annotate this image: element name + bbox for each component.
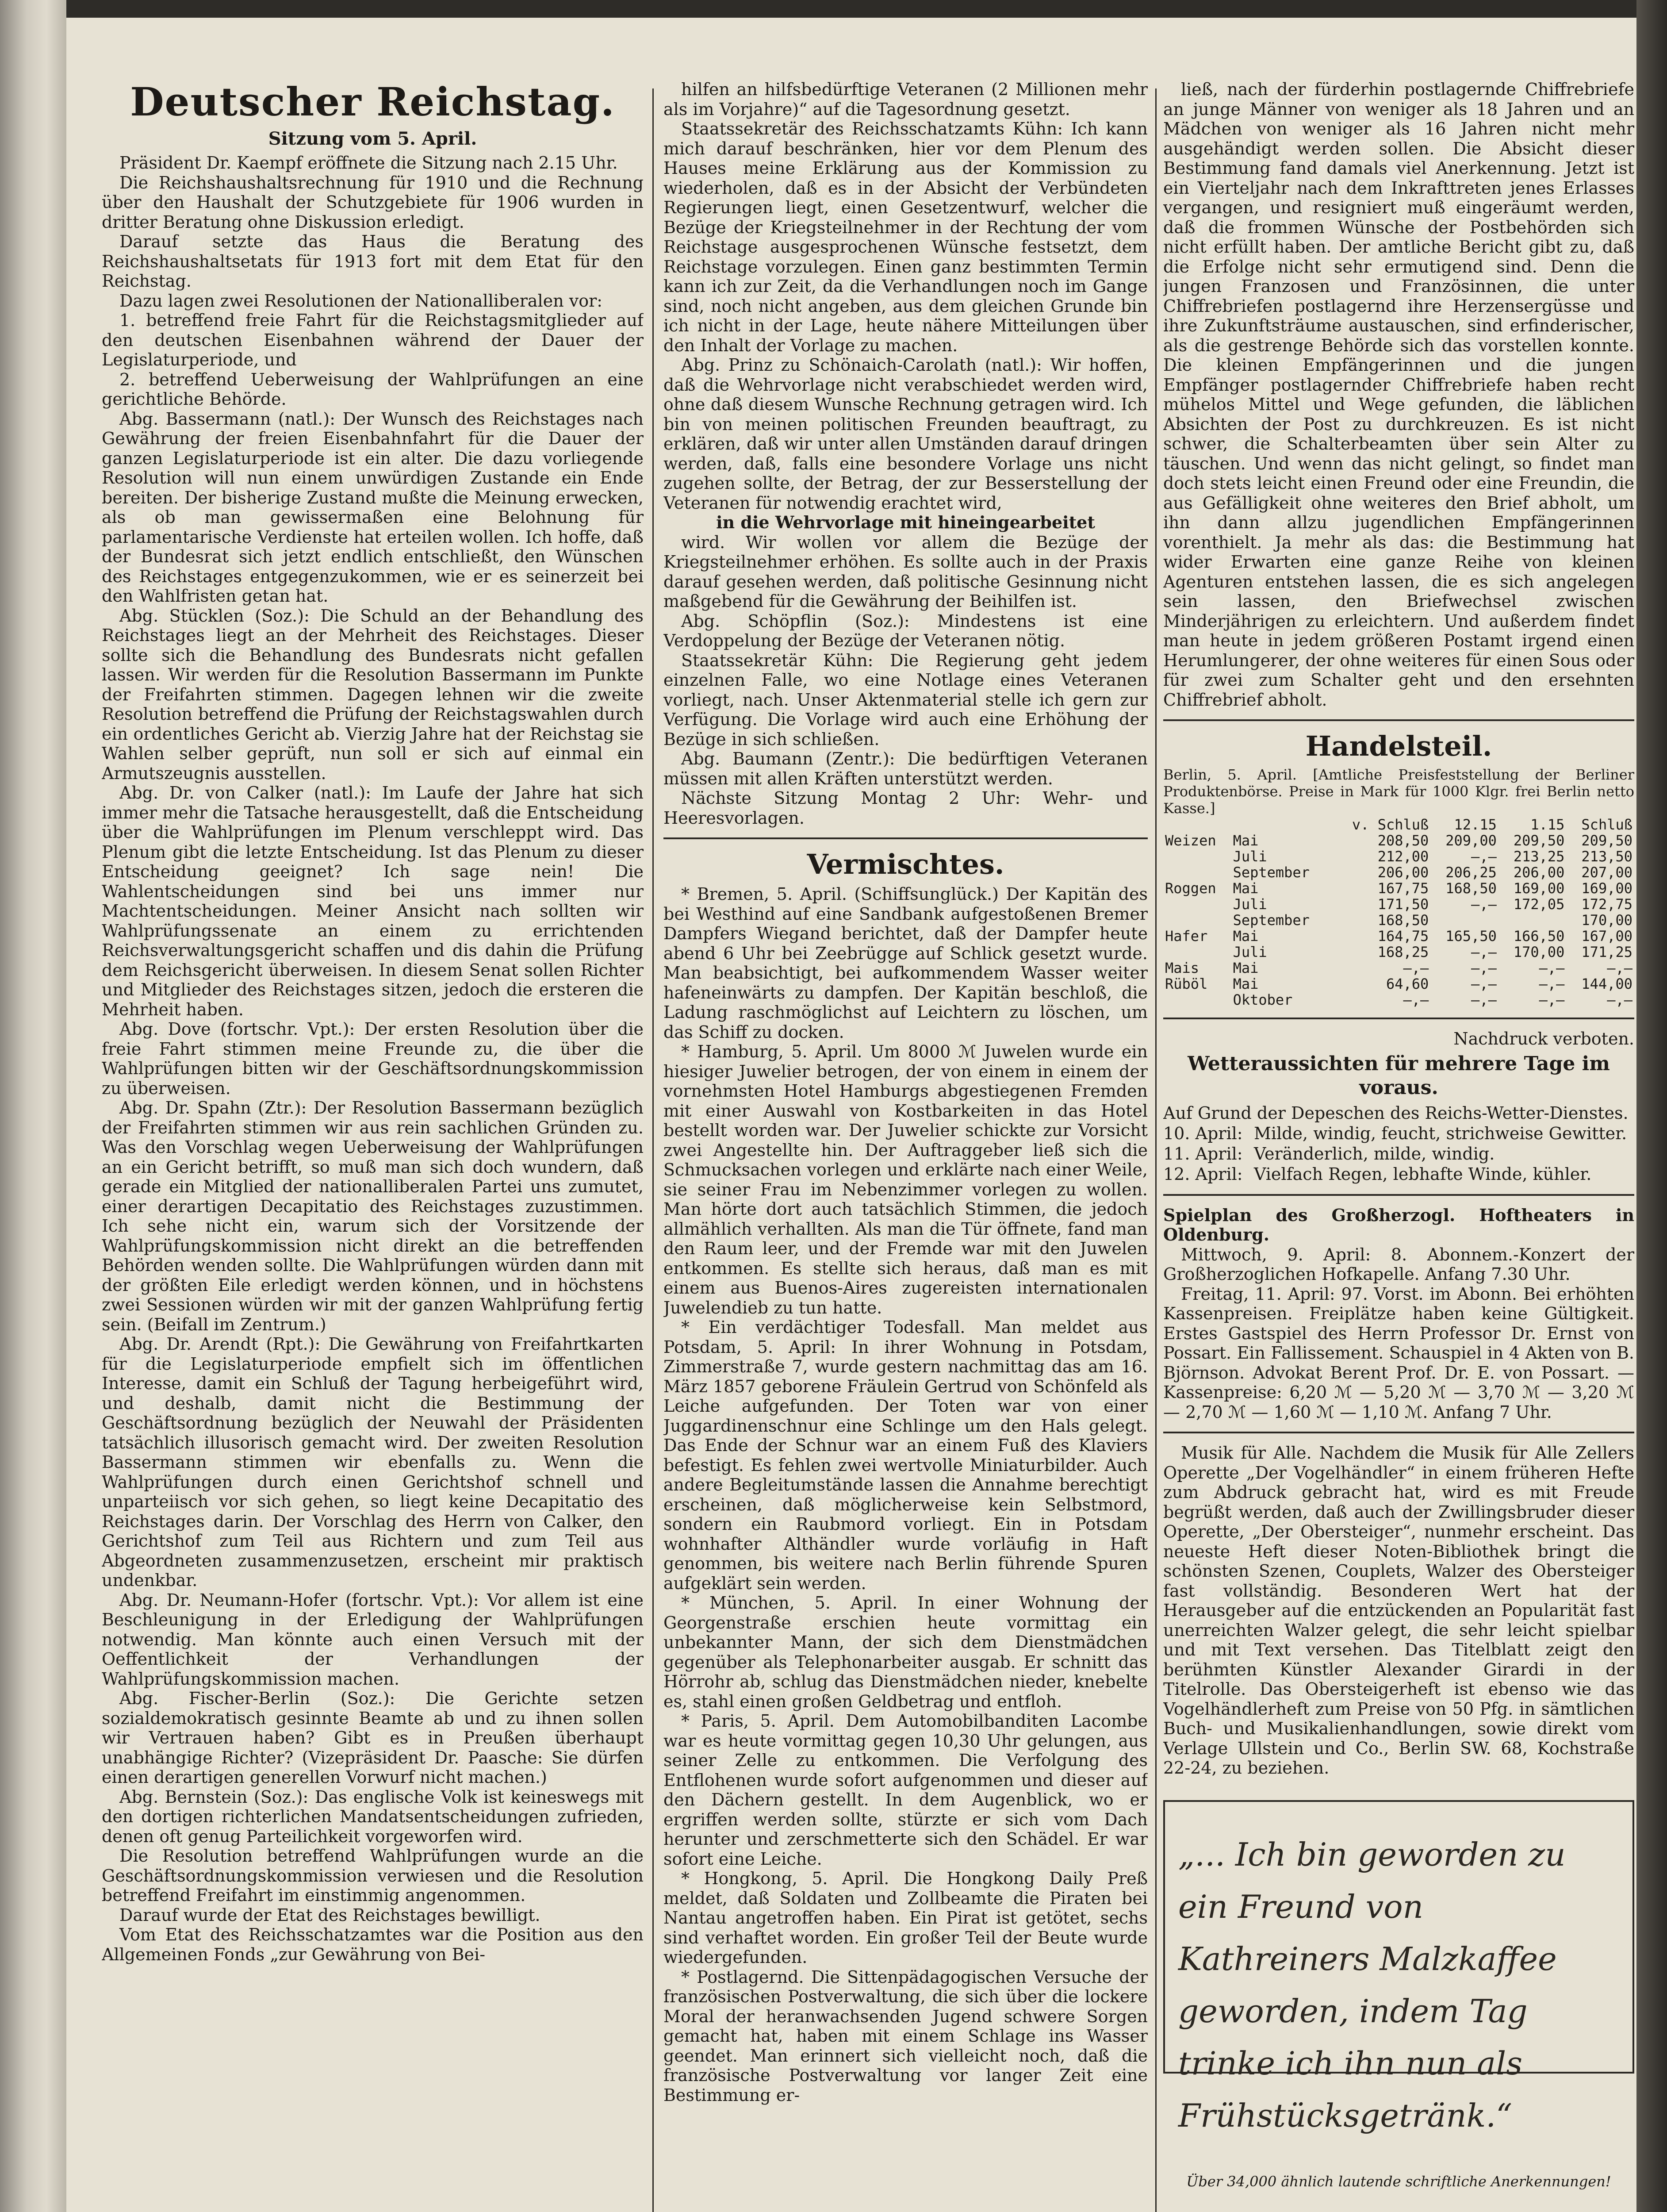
paragraph: Nächste Sitzung Montag 2 Uhr: Wehr- und Heeresvorlagen. [663,788,1148,828]
column-middle [663,80,1148,2212]
price-cell: —,— [1607,960,1633,976]
price-row [1163,960,1634,976]
price-column-header: 12.15 [1454,816,1497,833]
forecast-date: 11. April: [1163,1144,1243,1164]
delivery-month: Mai [1233,832,1259,849]
ad-footnote: Über 34,000 ähnlich lautende schriftliche Anerkennungen! [1186,2173,1611,2190]
news-item: * Paris, 5. April. Dem Automobilbanditen Lacombe war es heute vormittag gegen 10,30 Uhr gelungen, aus seiner Zelle zu entkommen. Die Verfolgung des Entflohenen wurde sofort aufgenommen und dieser auf den Dächern gestellt. In dem Augenblick, wo er ergriffen werden sollte, stürzte er sich vom Dach herunter und zerschmetterte sich den Schädel. Er war sofort eine Leiche. [663,1711,1148,1869]
news-item: * Hongkong, 5. April. Die Hongkong Daily Preß meldet, daß Soldaten und Zollbeamte die Piraten bei Nantau angetroffen haben. Ein Pirat ist getötet, sechs sind verhaftet worden. Ein großer Teil der Beute wurde wiedergefunden. [663,1869,1148,1967]
delivery-month: Mai [1233,880,1259,897]
handwritten-testimonial: „... Ich bin geworden zu ein Freund von Kathreiners Malzkaffee geworden, indem Tag trinke ich ihn nun als Frühstücksgetränk.“ [1178,1836,1566,2134]
price-table [1163,817,1634,1008]
price-column-header: v. Schluß [1352,816,1429,833]
section-title: Deutscher Reichstag. [130,80,615,125]
price-cell: —,— [1471,896,1497,913]
price-row [1163,833,1634,849]
price-cell: 164,75 [1377,928,1429,945]
advertisement [1163,1800,1634,2190]
binding-shadow [1636,0,1667,2212]
divider [1163,1194,1634,1196]
paragraph: Abg. Dove (fortschr. Vpt.): Der ersten Resolution über die freie Fahrt stimmen meine Freunde zu, die über die Wahlprüfungen bitten wir der Geschäftsordnungskommission zu überweisen. [102,1019,644,1098]
paragraph: Abg. Bernstein (Soz.): Das englische Volk ist keineswegs mit den dortigen richterlichen Mandatsentscheidungen zufrieden, denen oft genug Parteilichkeit vorgeworfen wird. [102,1787,644,1846]
delivery-month: Juli [1233,944,1267,960]
price-cell: —,— [1471,975,1497,992]
weather-row [1163,1144,1634,1164]
price-cell: 206,00 [1377,864,1429,881]
price-row [1163,880,1634,896]
price-cell: 165,50 [1445,928,1497,945]
delivery-month: Oktober [1233,991,1293,1008]
article-body [1163,80,1634,710]
price-cell: 209,50 [1513,832,1565,849]
section-title: Handelsteil. [1305,730,1492,762]
commodity-name [1163,896,1231,912]
price-row [1163,928,1634,944]
news-item: * Ein verdächtiger Todesfall. Man meldet aus Potsdam, 5. April: In ihrer Wohnung in Potsdam, Zimmerstraße 7, wurde gestern nachmittag das am 16. März 1857 geborene Fräulein Gertrud von Schönfeld als Leiche aufgefunden. Der Toten war von einer Juggardinenschnur eine Schlinge um den Hals gelegt. Das Ende der Schnur war an einem Fuß des Klaviers befestigt. Es fehlen zwei wertvolle Miniaturbilder. Auch andere Begleitumstände lassen die Annahme berechtigt erscheinen, daß möglicherweise kein Selbstmord, sondern ein Raubmord vorliegt. Ein in Potsdam wohnhafter Althändler wurde vorläufig in Haft genommen, bis weitere nach Berlin führende Spuren aufgeklärt sein werden. [663,1317,1148,1593]
commodity-name: Mais [1165,960,1199,976]
delivery-month: Juli [1233,848,1267,865]
forecast-text: Vielfach Regen, lebhafte Winde, kühler. [1254,1164,1592,1184]
emphasis-line: in die Wehrvorlage mit hineingearbeitet [716,512,1095,532]
price-cell: —,— [1471,848,1497,865]
price-cell: 64,60 [1386,975,1429,992]
paragraph: Darauf wurde der Etat des Reichstages bewilligt. [119,1905,540,1925]
price-cell: 172,75 [1581,896,1633,913]
price-cell [1430,912,1498,928]
price-row [1163,912,1634,928]
price-column-header: Schluß [1581,816,1633,833]
weather-row [1163,1164,1634,1184]
price-cell: —,— [1471,960,1497,976]
price-cell: 171,50 [1377,896,1429,913]
commodity-name: Roggen [1165,880,1216,897]
delivery-month: Mai [1233,960,1259,976]
paragraph: Abg. Dr. Neumann-Hofer (fortschr. Vpt.): Vor allem ist eine Beschleunigung in der Erledigung der Wahlprüfungen notwendig. Man könnte auch einen Versuch mit der Oeffentlichkeit der Verhandlungen der Wahlprüfungskommission machen. [102,1590,644,1689]
column-reichstag [102,80,644,2212]
column-rule [652,88,654,2212]
weather-row [1163,1123,1634,1144]
paragraph: Abg. Bassermann (natl.): Der Wunsch des Reichstages nach Gewährung der freien Eisenbahnfahrt für die Dauer der ganzen Legislaturperiode ist ein alter. Die dazu vorliegende Resolution will nun einem unwürdigen Zustande ein Ende bereiten. Der bisherige Zustand mußte die Meinung erwecken, als ob man gewissermaßen eine Belohnung für parlamentarische Verdienste hat erteilen wollen. Ich hoffe, daß der Bundesrat sich jetzt endlich entschließt, den Wünschen des Reichstages entgegenzukommen, wie er es seinerzeit bei den Wahlfristen getan hat. [102,409,644,606]
price-cell: 167,00 [1581,928,1633,945]
delivery-month: Juli [1233,896,1267,913]
price-cell: 169,00 [1513,880,1565,897]
trade-intro: Berlin, 5. April. [Amtliche Preisfeststellung der Berliner Produktenbörse. Preise in Mark für 1000 Klgr. frei Berlin netto Kasse.] [1163,766,1634,817]
price-row [1163,849,1634,864]
price-cell: 170,00 [1513,944,1565,960]
misc-news [663,884,1148,2105]
forecast-date: 10. April: [1163,1123,1243,1143]
price-row [1163,976,1634,992]
paragraph: Die Resolution betreffend Wahlprüfungen wurde an die Geschäftsordnungskommission verwiesen und die Resolution betreffend Freifahrt im einstimmig angenommen. [102,1846,644,1905]
news-item: * München, 5. April. In einer Wohnung der Georgenstraße erschien heute vormittag ein unbekannter Mann, der sich dem Dienstmädchen gegenüber als Telephonarbeiter ausgab. Er schnitt das Hörrohr ab, schlug das Dienstmädchen nieder, knebelte es, stahl einen großen Geldbetrag und entfloh. [663,1593,1148,1711]
paragraph: wird. Wir wollen vor allem die Bezüge der Kriegsteilnehmer erhöhen. Es sollte auch in der Praxis darauf gesehen werden, daß politische Gesinnung nicht maßgebend für die Gewährung der Beihilfen ist. [663,532,1148,611]
paragraph: Abg. Stücklen (Soz.): Die Schuld an der Behandlung des Reichstages liegt an der Mehrheit des Reichstages. Dieser sollte sich die Behandlung des Bundesrats nicht gefallen lassen. Wir werden für die Resolution Bassermann im Punkte der Freifahrten stimmen. Dagegen lehnen wir die zweite Resolution betreffend die Prüfung der Reichstagswahlen durch ein ordentliches Gericht ab. Vierzig Jahre hat der Reichstag sie Wahlen selber geprüft, nun soll er sich auf einmal ein Armutszeugnis ausstellen. [102,606,644,783]
paragraph: Darauf setzte das Haus die Beratung des Reichshaushaltsetats für 1913 fort mit dem Etat für den Reichstag. [102,232,644,291]
paragraph: Staatssekretär Kühn: Die Regierung geht jedem einzelnen Falle, wo eine Notlage eines Veteranen vorliegt, nach. Unser Aktenmaterial stelle ich gern zur Verfügung. Die Vorlage wird auch eine Erhöhung der Bezüge in sich schließen. [663,650,1148,749]
paragraph: Abg. Schöpflin (Soz.): Mindestens ist eine Verdoppelung der Bezüge der Veteranen nötig. [663,611,1148,650]
price-cell: —,— [1607,991,1633,1008]
commodity-name [1163,944,1231,960]
price-cell: 144,00 [1581,975,1633,992]
price-column-header: 1.15 [1530,816,1565,833]
column-rule [1155,88,1157,2212]
divider [1163,1018,1634,1019]
music-notice: Musik für Alle. Nachdem die Musik für Alle Zellers Operette „Der Vogelhändler“ in einem früheren Hefte zum Abdruck gebracht hat, wird es mit Freude begrüßt werden, daß auch der Zwillingsbruder dieser Operette, „Der Obersteiger“, nunmehr erscheint. Das neueste Heft dieser Noten-Bibliothek bringt die schönsten Szenen, Couplets, Walzer des Obersteiger fast vollständig. Besonderen Wert hat der Herausgeber auf die entzückenden an Popularität fast unerreichten Walzer gelegt, die sehr leicht spielbar und mit Text versehen. Das Titelblatt zeigt den berühmten Künstler Alexander Girardi in der Titelrolle. Das Obersteigerheft ist ebenso wie das Vogelhändlerheft zum Preise von 50 Pfg. in sämtlichen Buch- und Musikalienhandlungen, sowie direkt vom Verlage Ullstein und Co., Berlin SW. 68, Kochstraße 22-24, zu beziehen. [1163,1443,1634,1778]
price-cell: 171,25 [1581,944,1633,960]
theater-title: Spielplan des Großherzogl. Hoftheaters in Oldenburg. [1163,1205,1634,1244]
delivery-month: September [1233,864,1310,881]
weather-forecast [1163,1123,1634,1184]
commodity-name [1163,992,1231,1008]
paragraph: Dazu lagen zwei Resolutionen der Nationalliberalen vor: [119,291,603,311]
paragraph: Staatssekretär des Reichsschatzamts Kühn: Ich kann mich darauf beschränken, hier vor dem Plenum des Hauses meine Erklärung aus der Kommission zu wiederholen, daß es in der Absicht der Verbündeten Regierungen liegt, einen Gesetzentwurf, welcher die Bezüge der Kriegsteilnehmer in der Rechtung der vom Reichstage ausgesprochenen Wünsche festsetzt, dem Reichstage vorzulegen. Einen ganz bestimmten Termin kann ich zur Zeit, da die Verhandlungen noch im Gange sind, noch nicht angeben, aus dem gleichen Grunde bin ich nicht in der Lage, heute nähere Mitteilungen über den Inhalt der Vorlage zu machen. [663,119,1148,355]
theater-entry: Mittwoch, 9. April: 8. Abonnem.-Konzert der Großherzoglichen Hofkapelle. Anfang 7.30 Uhr. [1163,1244,1634,1284]
theater-entry: Freitag, 11. April: 97. Vorst. im Abonn. Bei erhöhten Kassenpreisen. Freiplätze haben keine Gültigkeit. Erstes Gastspiel des Herrn Professor Dr. Ernst von Possart. Ein Fallissement. Schauspiel in 4 Akten von B. Björnson. Advokat Berent Prof. Dr. E. von Possart. — Kassenpreise: 6,20 ℳ — 5,20 ℳ — 3,70 ℳ — 3,20 ℳ — 2,70 ℳ — 1,60 ℳ — 1,10 ℳ. Anfang 7 Uhr. [1163,1284,1634,1422]
commodity-name [1163,864,1231,880]
news-item: * Hamburg, 5. April. Um 8000 ℳ Juwelen wurde ein hiesiger Juwelier betrogen, der von einem in einem der vornehmsten Hotel Hamburgs abgestiegenen Fremden mit einer Auswahl von Kostbarkeiten in das Hotel bestellt worden war. Der Juwelier schickte zur Vorsicht zwei Angestellte hin. Der Auftraggeber ließ sich die Schmucksachen vorlegen und erklärte nach einer Weile, sie seiner Frau im Nebenzimmer vorlegen zu wollen. Man hörte dort auch tatsächlich Stimmen, die jedoch allmählich verhallten. Als man die Tür öffnete, fand man den Raum leer, und der Fremde war mit den Juwelen entkommen. Es stellte sich heraus, daß man es mit einem aus Buenos-Aires zugereisten internationalen Juwelendieb zu tun hatte. [663,1042,1148,1317]
divider [1163,1432,1634,1433]
forecast-text: Veränderlich, milde, windig. [1254,1144,1495,1164]
price-column-header [1231,817,1331,833]
price-row [1163,992,1634,1008]
delivery-month: Mai [1233,928,1259,945]
price-cell: —,— [1403,960,1429,976]
price-column-header [1163,817,1231,833]
paragraph: Abg. Prinz zu Schönaich-Carolath (natl.): Wir hoffen, daß die Wehrvorlage nicht verabschiedet werden wird, ohne daß diesem Wunsche Rechnung getragen wird. Ich bin von meinen politischen Freunden beauftragt, zu erklären, daß wir unter allen Umständen darauf dringen werden, daß, falls eine besondere Vorlage uns nicht zugehen sollte, der Betrag, der zur Besserstellung der Veteranen für notwendig erachtet wird, [663,355,1148,513]
price-cell: 207,00 [1581,864,1633,881]
price-cell: 208,50 [1377,832,1429,849]
news-item: * Postlagernd. Die Sittenpädagogischen Versuche der französischen Postverwaltung, die sich über die lockere Moral der heranwachsenden Jugend schwere Sorgen gemacht hat, haben mit einem Schlage ins Wasser geendet. Man erinnert sich vielleicht noch, daß die französische Postverwaltung vor langer Zeit eine Bestimmung er- [663,1967,1148,2105]
price-cell: 168,50 [1377,912,1429,929]
section-title: Vermischtes. [807,848,1004,880]
column-right [1163,80,1634,2212]
price-cell: 169,00 [1581,880,1633,897]
paragraph: Abg. Dr. von Calker (natl.): Im Laufe der Jahre hat sich immer mehr die Tatsache herausgestellt, daß die Entscheidung über die Wahlprüfungen im Plenum verschleppt wird. Das Plenum gibt die letzte Entscheidung. Ist das Plenum zu dieser Entscheidung geeignet? Ich sage nein! Die Wahlentscheidungen sind bei uns immer nur Machtentscheidungen. Meiner Ansicht nach sollten wir Wahlprüfungssenate an einem zu errichtenden Reichsverwaltungsgericht schaffen und dis dahin die Prüfung dem Reichsgericht überweisen. In diesem Senat sollen Richter und Mitglieder des Reichstages sitzen, jedoch die ersteren die Mehrheit haben. [102,783,644,1019]
commodity-name: Weizen [1165,832,1216,849]
price-cell: 172,05 [1513,896,1565,913]
price-cell: 209,00 [1445,832,1497,849]
theater-schedule [1163,1245,1634,1422]
paragraph: Die Reichshaushaltsrechnung für 1910 und die Rechnung über den Haushalt der Schutzgebiete für 1906 wurden in dritter Beratung ohne Diskussion erledigt. [102,173,644,232]
paragraph: Präsident Dr. Kaempf eröffnete die Sitzung nach 2.15 Uhr. [119,153,618,173]
weather-title: Wetteraussichten für mehrere Tage im voraus. [1188,1052,1610,1099]
commodity-name [1163,849,1231,864]
forecast-date: 12. April: [1163,1164,1243,1184]
paragraph: Abg. Baumann (Zentr.): Die bedürftigen Veteranen müssen mit allen Kräften unterstützt werden. [663,749,1148,788]
forecast-text: Milde, windig, feucht, strichweise Gewitter. [1254,1123,1627,1143]
price-cell: 170,00 [1581,912,1633,929]
news-item: * Bremen, 5. April. (Schiffsunglück.) Der Kapitän des bei Westhind auf eine Sandbank aufgestoßenen Bremer Dampfers Wiegand berichtet, daß der Dampfer heute abend 6 Uhr bei Zeebrügge auf Schlick gesetzt wurde. Man beabsichtigt, bei aufkommendem Wasser weiter hafeneinwärts zu dampfen. Der Kapitän beschloß, die Ladung raschmöglichst auf Leichtern zu löschen, um das Schiff zu docken. [663,884,1148,1042]
price-cell: 213,25 [1513,848,1565,865]
paragraph: Abg. Fischer-Berlin (Soz.): Die Gerichte setzen sozialdemokratisch gesinnte Beamte ab und zu ihnen sollen wir Vertrauen haben? Gibt es in Preußen überhaupt unabhängige Richter? (Vizepräsident Dr. Paasche: Sie dürfen einen derartigen generellen Vorwurf nicht machen.) [102,1689,644,1787]
divider [663,837,1148,839]
divider [1163,719,1634,721]
price-cell [1498,912,1567,928]
commodity-name: Hafer [1165,928,1208,945]
price-cell: —,— [1539,960,1565,976]
price-row [1163,944,1634,960]
price-table-header [1163,817,1634,833]
price-cell: 206,00 [1513,864,1565,881]
paragraph: Vom Etat des Reichsschatzamtes war die Position aus den Allgemeinen Fonds „zur Gewährung von Bei- [102,1925,644,1964]
price-cell: 166,50 [1513,928,1565,945]
paragraph: 1. betreffend freie Fahrt für die Reichstagsmitglieder auf den deutschen Eisenbahnen während der Dauer der Legislaturperiode, und [102,311,644,369]
weather-intro: Auf Grund der Depeschen des Reichs-Wetter-Dienstes. [1163,1103,1629,1123]
price-cell: —,— [1539,991,1565,1008]
reprint-notice: Nachdruck verboten. [1453,1029,1634,1048]
price-cell: 168,50 [1445,880,1497,897]
paragraph: ließ, nach der fürderhin postlagernde Chiffrebriefe an junge Männer von weniger als 18 Jahren und an Mädchen von weniger als 16 Jahren nicht mehr ausgehändigt werden sollen. Die Absicht dieser Bestimmung fand damals viel Anerkennung. Jetzt ist ein Vierteljahr nach dem Inkrafttreten jenes Erlasses vergangen, und resigniert muß eingeräumt werden, daß die frommen Wünsche der Postbehörden sich nicht erfüllt haben. Der amtliche Bericht gibt zu, daß die Erfolge nicht sehr ermutigend sind. Denn die jungen Franzosen und Französinnen, die unter Chiffrebriefen postlagernd ihre Herzensergüsse und ihre Zukunftsträume austauschen, sind erfinderischer, als die gestrenge Behörde sich das vorstellen konnte. Die kleinen Empfängerinnen und die jungen Empfänger postlagernder Chiffrebriefe haben recht mühelos Mittel und Wege gefunden, die läblichen Absichten der Post zu durchkreuzen. Es ist nicht schwer, die Schalterbeamten über sein Alter zu täuschen. Und wenn das nicht gelingt, so findet man doch stets leicht einen Freund oder eine Freundin, die aus Gefälligkeit ohne weiteres den Brief abholt, um ihn dann allzu jugendlichen Empfängerinnen vorenthielt. Ja mehr als das: die Bestimmung hat wider Erwarten eine ganze Reihe von kleinen Agenturen entstehen lassen, die es sich angelegen sein lassen, den Briefwechsel zwischen Minderjährigen zu erleichtern. Und außerdem findet man heute in jedem größeren Postamt irgend einen Herumlungerer, der ohne weiteres für einen Sous oder für zwei zum Schalter geht und den ersehnten Chiffrebrief abholt. [1163,80,1634,710]
price-cell: 206,25 [1445,864,1497,881]
paragraph: Abg. Dr. Arendt (Rpt.): Die Gewährung von Freifahrtkarten für die Legislaturperiode empfielt sich im öffentlichen Interesse, damit ein Schluß der Tagung herbeigeführt wird, und deshalb, damit nicht die Bestimmung der Geschäftsordnung bezüglich der Neuwahl der Präsidenten tatsächlich illusorisch gemacht wird. Der zweiten Resolution Bassermann stimmen wir ebenfalls zu. Wenn die Wahlprüfungen durch einen Gerichtshof schnell und unparteiisch vor sich gehen, so liegt keine Decapitatio des Reichstages darin. Der Vorschlag des Herrn von Calker, den Gerichtshof zum Teil aus Richtern und zum Teil aus Abgeordneten zusammenzusetzen, erscheint mir praktisch undenkbar. [102,1334,644,1590]
commodity-name: Rüböl [1165,975,1208,992]
price-cell: 209,50 [1581,832,1633,849]
price-cell: —,— [1471,991,1497,1008]
price-cell: —,— [1539,975,1565,992]
paragraph: Abg. Dr. Spahn (Ztr.): Der Resolution Bassermann bezüglich der Freifahrten stimmen wir aus rein sachlichen Gründen zu. Was den Vorschlag wegen Ueberweisung der Wahlprüfungen an ein Gericht betrifft, so muß man sich doch wundern, daß gerade ein Mitglied der nationalliberalen Partei uns zumutet, einer derartigen Decapitatio des Reichstages zuzustimmen. Ich sehe nicht ein, warum sich der Vorsitzende der Wahlprüfungskommission nicht direkt an die betreffenden Behörden wenden sollte. Die Wahlprüfungen würden dann mit der größten Eile erledigt werden können, und in höchstens zwei Sessionen würden wir mit der ganzen Wahlprüfung fertig sein. (Beifall im Zentrum.) [102,1098,644,1334]
paragraph: hilfen an hilfsbedürftige Veteranen (2 Millionen mehr als im Vorjahre)“ auf die Tagesordnung gesetzt. [663,80,1148,119]
article-body [102,153,644,1964]
delivery-month: Mai [1233,975,1259,992]
article-body [663,80,1148,513]
article-body [663,533,1148,828]
price-cell: 167,75 [1377,880,1429,897]
price-cell: —,— [1403,991,1429,1008]
price-row [1163,896,1634,912]
paragraph: 2. betreffend Ueberweisung der Wahlprüfungen an eine gerichtliche Behörde. [102,369,644,409]
page-edge [0,0,66,2212]
price-cell: —,— [1471,944,1497,960]
session-date: Sitzung vom 5. April. [268,128,477,149]
price-cell: 168,25 [1377,944,1429,960]
delivery-month: September [1233,912,1310,929]
price-cell: 212,00 [1377,848,1429,865]
commodity-name [1163,912,1231,928]
price-row [1163,864,1634,880]
price-cell: 213,50 [1581,848,1633,865]
